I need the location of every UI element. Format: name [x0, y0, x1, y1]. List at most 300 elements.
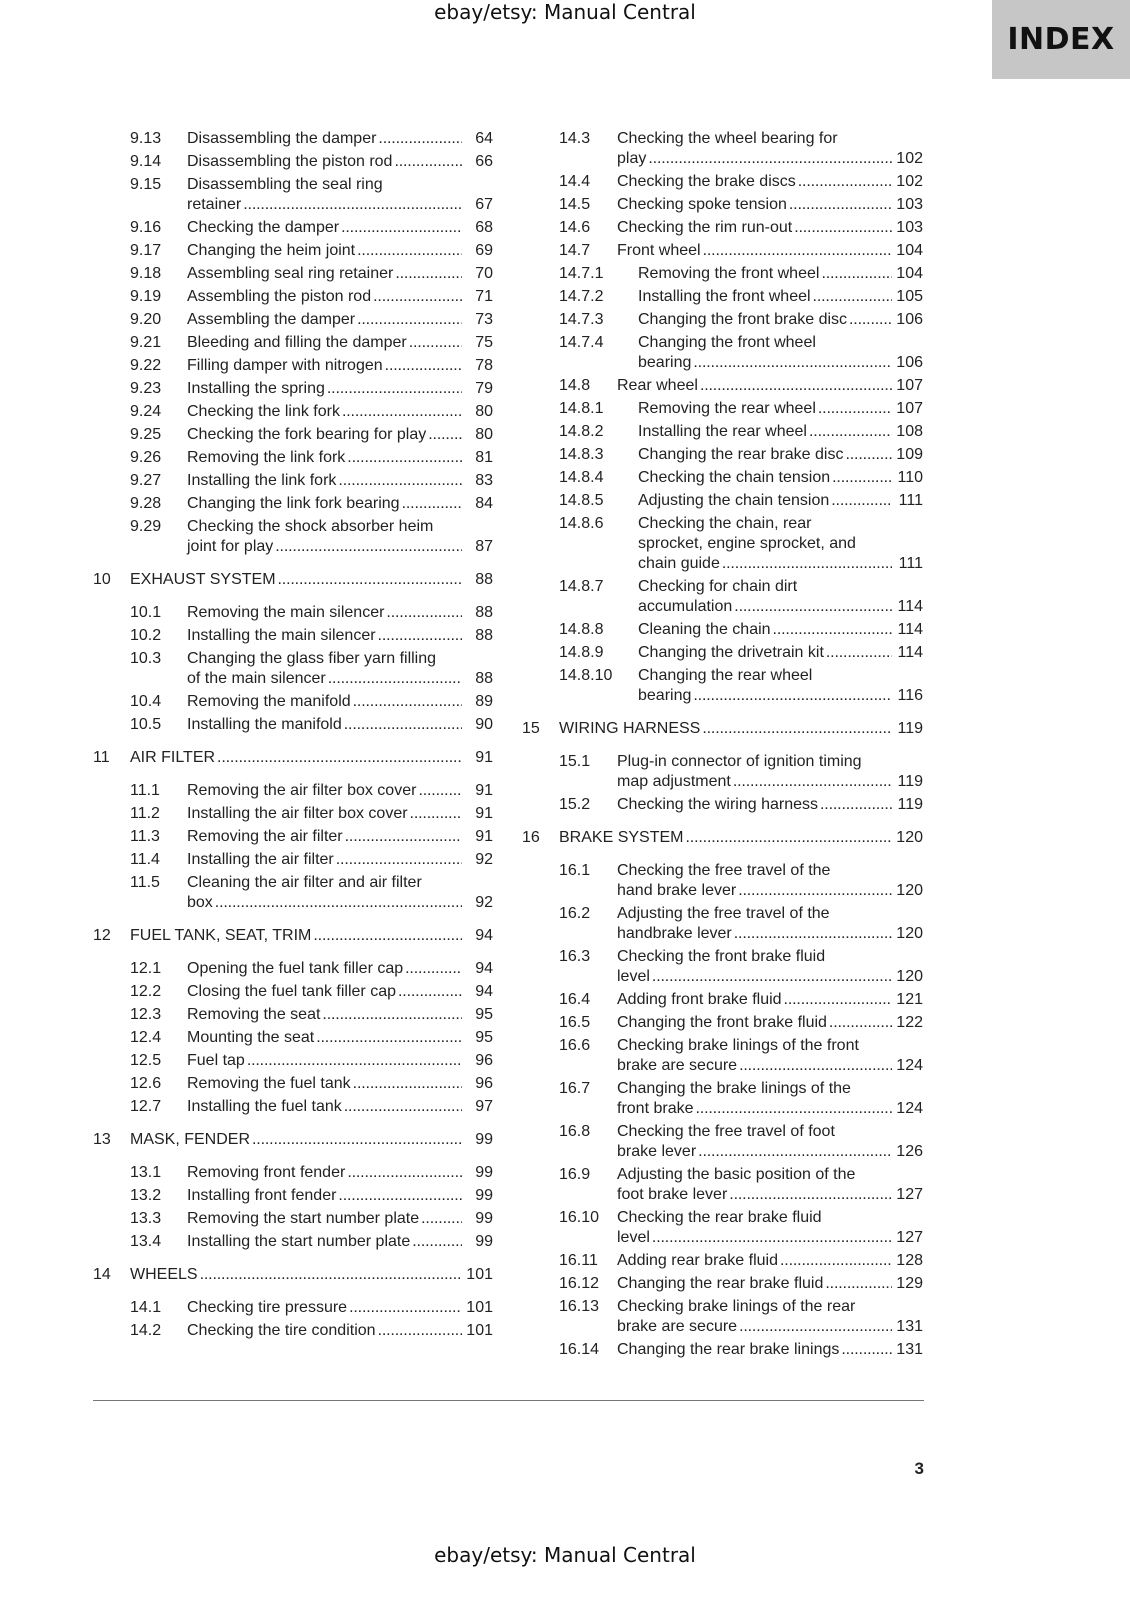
- dot-leader: [734, 596, 892, 618]
- toc-entry-title: Checking brake linings of the front: [617, 1037, 859, 1054]
- toc-entry-number: 11: [93, 749, 110, 766]
- toc-entry-page: 79: [475, 380, 493, 397]
- toc-entry-title: play: [617, 150, 647, 167]
- toc-entry-title: Installing the spring: [187, 380, 325, 397]
- toc-entry-title: Checking the shock absorber heim: [187, 518, 434, 535]
- toc-entry-continuation[interactable]: [0, 1316, 1130, 1338]
- toc-entry-title: Checking the wheel bearing for: [617, 130, 838, 147]
- toc-entry-number: 12.6: [130, 1075, 162, 1092]
- toc-entry-title: Assembling seal ring retainer: [187, 265, 394, 282]
- toc-entry-page: 81: [475, 449, 493, 466]
- toc-entry-title: Installing the manifold: [187, 716, 342, 733]
- dot-leader: [648, 148, 892, 170]
- toc-entry-page: 127: [896, 1229, 923, 1246]
- toc-entry-title: Removing the link fork: [187, 449, 346, 466]
- toc-entry-page: 83: [475, 472, 493, 489]
- toc-entry-title: brake are secure: [617, 1057, 738, 1074]
- toc-entry-number: 16.8: [559, 1123, 591, 1140]
- toc-entry-number: 14.8.7: [559, 578, 604, 595]
- toc-entry-number: 13.1: [130, 1164, 162, 1181]
- toc-entry-number: 9.22: [130, 357, 162, 374]
- toc-entry-number: 14.7.2: [559, 288, 604, 305]
- toc-entry[interactable]: [0, 128, 1130, 150]
- toc-entry-number: 16.12: [559, 1275, 600, 1292]
- toc-entry-title: Plug-in connector of ignition timing: [617, 753, 862, 770]
- toc-entry-number: 16.4: [559, 991, 591, 1008]
- toc-entry-title: map adjustment: [617, 773, 731, 790]
- toc-entry-title: foot brake lever: [617, 1186, 728, 1203]
- toc-entry-title: Checking the tire condition: [187, 1322, 376, 1339]
- dot-leader: [738, 880, 892, 902]
- dot-leader: [733, 771, 892, 793]
- toc-entry-page: 78: [475, 357, 493, 374]
- dot-leader: [820, 794, 892, 816]
- toc-entry-title: Installing the fuel tank: [187, 1098, 342, 1115]
- toc-entry[interactable]: [0, 217, 1130, 239]
- toc-entry-title: Installing the link fork: [187, 472, 337, 489]
- toc-entry[interactable]: [0, 903, 1130, 925]
- toc-entry-page: 101: [466, 1266, 493, 1283]
- toc-entry[interactable]: [0, 751, 1130, 773]
- toc-entry[interactable]: [0, 665, 1130, 687]
- toc-entry-page: 91: [475, 828, 493, 845]
- toc-entry-page: 66: [475, 153, 493, 170]
- toc-entry-title: Removing the fuel tank: [187, 1075, 351, 1092]
- toc-entry-title: Removing the air filter box cover: [187, 782, 417, 799]
- toc-entry-title: Changing the front wheel: [638, 334, 816, 351]
- toc-entry-continuation[interactable]: [0, 553, 1130, 575]
- toc-entry-number: 10.3: [130, 650, 162, 667]
- toc-entry-number: 16.6: [559, 1037, 591, 1054]
- dot-leader: [685, 827, 892, 849]
- toc-entry-page: 68: [475, 219, 493, 236]
- toc-entry-number: 15: [522, 720, 540, 737]
- toc-entry-title: Rear wheel: [617, 377, 698, 394]
- dot-leader: [652, 1227, 892, 1249]
- toc-entry-number: 16: [522, 829, 540, 846]
- toc-entry-title: Removing the front wheel: [638, 265, 820, 282]
- toc-entry-number: 14.7.3: [559, 311, 604, 328]
- toc-entry-number: 16.11: [559, 1252, 598, 1269]
- toc-entry-number: 12: [93, 927, 111, 944]
- toc-entry-page: 91: [475, 805, 493, 822]
- toc-entry-page: 119: [897, 720, 923, 737]
- dot-leader: [809, 421, 892, 443]
- toc-entry-number: 14.4: [559, 173, 591, 190]
- toc-entry-page: 96: [475, 1052, 493, 1069]
- toc-entry-number: 9.27: [130, 472, 162, 489]
- toc-entry-page: 92: [475, 894, 493, 911]
- toc-entry-title: Changing the front brake fluid: [617, 1014, 827, 1031]
- dot-leader: [841, 1339, 892, 1361]
- toc-entry-page: 129: [896, 1275, 923, 1292]
- toc-entry[interactable]: [0, 513, 1130, 535]
- toc-entry-title: Removing the air filter: [187, 828, 343, 845]
- toc-entry-number: 9.29: [130, 518, 162, 535]
- toc-entry-number: 10.5: [130, 716, 162, 733]
- toc-entry-continuation[interactable]: [0, 533, 1130, 555]
- toc-entry[interactable]: [0, 240, 1130, 262]
- toc-entry-title: Installing the air filter box cover: [187, 805, 408, 822]
- toc-entry-number: 14.8.10: [559, 667, 613, 684]
- toc-entry-number: 9.15: [130, 176, 162, 193]
- toc-entry-title: Changing the drivetrain kit: [638, 644, 824, 661]
- toc-entry-page: 99: [475, 1233, 493, 1250]
- toc-entry[interactable]: [0, 467, 1130, 489]
- toc-entry-number: 15.1: [559, 753, 591, 770]
- dot-leader: [826, 642, 892, 664]
- toc-entry-number: 12.3: [130, 1006, 162, 1023]
- toc-entry-title: front brake: [617, 1100, 694, 1117]
- toc-entry-title: Changing the rear brake linings: [617, 1341, 840, 1358]
- toc-entry-page: 131: [896, 1318, 923, 1335]
- toc-entry-title: Installing the front wheel: [638, 288, 811, 305]
- toc-entry[interactable]: [0, 989, 1130, 1011]
- toc-entry-number: 9.24: [130, 403, 162, 420]
- dot-leader: [693, 352, 892, 374]
- toc-entry[interactable]: [0, 263, 1130, 285]
- toc-entry[interactable]: [0, 444, 1130, 466]
- footer-divider: [93, 1400, 924, 1401]
- toc-entry-number: 9.21: [130, 334, 162, 351]
- toc-entry-continuation[interactable]: [0, 1055, 1130, 1077]
- toc-entry-number: 16.14: [559, 1341, 600, 1358]
- toc-entry-number: 9.16: [130, 219, 162, 236]
- toc-entry-number: 9.20: [130, 311, 162, 328]
- toc-entry-title: Removing the seat: [187, 1006, 321, 1023]
- toc-entry-number: 14.8.1: [559, 400, 604, 417]
- toc-entry-title: Checking the wiring harness: [617, 796, 818, 813]
- toc-entry-page: 89: [475, 693, 493, 710]
- toc-entry-title: of the main silencer: [187, 670, 326, 687]
- toc-entry-number: 9.25: [130, 426, 162, 443]
- toc-entry-title: AIR FILTER: [130, 749, 216, 766]
- toc-entry-number: 10.2: [130, 627, 162, 644]
- toc-entry-number: 16.3: [559, 948, 591, 965]
- toc-entry-number: 13: [93, 1131, 111, 1148]
- toc-entry-title: Installing the start number plate: [187, 1233, 411, 1250]
- toc-entry[interactable]: [0, 490, 1130, 512]
- dot-leader: [700, 375, 892, 397]
- toc-entry-page: 94: [475, 983, 493, 1000]
- toc-entry-page: 97: [475, 1098, 493, 1115]
- dot-leader: [734, 923, 892, 945]
- toc-entry-page: 102: [896, 150, 923, 167]
- toc-entry-continuation[interactable]: [0, 685, 1130, 707]
- toc-entry-title: Removing the manifold: [187, 693, 351, 710]
- toc-entry-page: 119: [897, 773, 923, 790]
- toc-entry-title: Front wheel: [617, 242, 701, 259]
- toc-entry-number: 14.8.9: [559, 644, 604, 661]
- toc-entry-title: WHEELS: [130, 1266, 198, 1283]
- toc-entry-title: Changing the front brake disc: [638, 311, 848, 328]
- toc-entry-number: 9.19: [130, 288, 162, 305]
- toc-entry-page: 70: [475, 265, 493, 282]
- toc-entry-title: Checking the rear brake fluid: [617, 1209, 822, 1226]
- toc-entry-continuation[interactable]: [0, 1141, 1130, 1163]
- toc-entry-page: 99: [475, 1164, 493, 1181]
- toc-entry-title: Installing the air filter: [187, 851, 334, 868]
- toc-entry-number: 10.1: [130, 604, 162, 621]
- dot-leader: [702, 718, 892, 740]
- toc-entry-page: 71: [475, 288, 493, 305]
- toc-entry-title: box: [187, 894, 213, 911]
- toc-entry-page: 120: [896, 925, 923, 942]
- toc-entry-page: 88: [475, 604, 493, 621]
- toc-entry-number: 14.8.3: [559, 446, 604, 463]
- toc-entry-number: 9.13: [130, 130, 162, 147]
- toc-entry[interactable]: [0, 375, 1130, 397]
- toc-entry-title: Checking the chain, rear: [638, 515, 812, 532]
- toc-entry-title: Filling damper with nitrogen: [187, 357, 383, 374]
- toc-entry-continuation[interactable]: [0, 148, 1130, 170]
- toc-entry-continuation[interactable]: [0, 596, 1130, 618]
- toc-entry-page: 103: [896, 196, 923, 213]
- toc-entry-title: level: [617, 968, 650, 985]
- toc-entry-title: Adjusting the chain tension: [638, 492, 830, 509]
- toc-entry[interactable]: [0, 1121, 1130, 1143]
- toc-entry-title: Checking tire pressure: [187, 1299, 348, 1316]
- toc-entry-title: level: [617, 1229, 650, 1246]
- toc-entry-number: 14.7: [559, 242, 591, 259]
- toc-entry[interactable]: [0, 286, 1130, 308]
- toc-entry-title: sprocket, engine sprocket, and: [638, 535, 856, 552]
- toc-entry-title: Installing front fender: [187, 1187, 337, 1204]
- toc-entry-number: 14.8.4: [559, 469, 604, 486]
- toc-entry-page: 120: [896, 882, 923, 899]
- toc-entry-title: Checking for chain dirt: [638, 578, 798, 595]
- toc-entry[interactable]: [0, 860, 1130, 882]
- toc-entry-number: 14: [93, 1266, 111, 1283]
- watermark-top: ebay/etsy: Manual Central: [434, 0, 696, 24]
- toc-entry[interactable]: [0, 194, 1130, 216]
- toc-entry-continuation[interactable]: [0, 352, 1130, 374]
- toc-entry-title: Checking the fork bearing for play: [187, 426, 427, 443]
- toc-entry-continuation[interactable]: [0, 771, 1130, 793]
- toc-entry-continuation[interactable]: [0, 1184, 1130, 1206]
- toc-entry-page: 120: [896, 968, 923, 985]
- toc-entry-page: 108: [896, 423, 923, 440]
- toc-entry-number: 12.1: [130, 960, 162, 977]
- toc-entry-number: 10.4: [130, 693, 162, 710]
- toc-entry-title: hand brake lever: [617, 882, 737, 899]
- toc-entry[interactable]: [0, 1012, 1130, 1034]
- toc-entry-number: 11.3: [130, 828, 160, 845]
- dot-leader: [845, 444, 892, 466]
- toc-entry-number: 16.5: [559, 1014, 591, 1031]
- toc-entry-continuation[interactable]: [0, 966, 1130, 988]
- toc-entry-title: Assembling the piston rod: [187, 288, 372, 305]
- toc-entry-page: 101: [466, 1322, 493, 1339]
- toc-entry-number: 14.5: [559, 196, 591, 213]
- toc-entry-title: Fuel tap: [187, 1052, 245, 1069]
- toc-entry-page: 126: [896, 1143, 923, 1160]
- toc-entry-number: 16.10: [559, 1209, 600, 1226]
- dot-leader: [739, 1316, 892, 1338]
- dot-leader: [695, 1098, 892, 1120]
- toc-entry[interactable]: [0, 1296, 1130, 1318]
- toc-entry-title: FUEL TANK, SEAT, TRIM: [130, 927, 312, 944]
- toc-entry-page: 109: [896, 446, 923, 463]
- toc-entry[interactable]: [0, 619, 1130, 641]
- dot-leader: [832, 467, 892, 489]
- toc-entry-page: 75: [475, 334, 493, 351]
- toc-entry-title: Removing front fender: [187, 1164, 346, 1181]
- toc-entry-number: 13.2: [130, 1187, 162, 1204]
- toc-entry[interactable]: [0, 1078, 1130, 1100]
- watermark-bottom: ebay/etsy: Manual Central: [434, 1543, 696, 1567]
- toc-entry-number: 13.4: [130, 1233, 162, 1250]
- toc-entry-title: Cleaning the chain: [638, 621, 771, 638]
- toc-entry-page: 91: [475, 749, 493, 766]
- toc-entry[interactable]: [0, 827, 1130, 849]
- toc-entry-title: Installing the main silencer: [187, 627, 376, 644]
- toc-entry-page: 111: [898, 555, 923, 572]
- toc-entry[interactable]: [0, 398, 1130, 420]
- toc-entry[interactable]: [0, 332, 1130, 354]
- toc-entry[interactable]: [0, 1250, 1130, 1272]
- toc-entry-title: Installing the rear wheel: [638, 423, 807, 440]
- toc-entry-title: Assembling the damper: [187, 311, 356, 328]
- toc-entry-page: 69: [475, 242, 493, 259]
- toc-entry-number: 9.17: [130, 242, 162, 259]
- toc-entry[interactable]: [0, 1035, 1130, 1057]
- toc-entry-title: Disassembling the piston rod: [187, 153, 393, 170]
- toc-entry-page: 104: [896, 265, 923, 282]
- toc-entry-title: Cleaning the air filter and air filter: [187, 874, 422, 891]
- toc-entry-page: 127: [896, 1186, 923, 1203]
- toc-entry-page: 119: [897, 796, 923, 813]
- dot-leader: [698, 1141, 892, 1163]
- toc-entry-page: 73: [475, 311, 493, 328]
- toc-entry-number: 14.8.2: [559, 423, 604, 440]
- toc-entry-title: Checking the free travel of the: [617, 862, 831, 879]
- dot-leader: [825, 1273, 892, 1295]
- toc-entry-page: 114: [897, 598, 923, 615]
- toc-entry-title: Disassembling the seal ring: [187, 176, 383, 193]
- toc-entry-page: 88: [475, 627, 493, 644]
- toc-entry[interactable]: [0, 946, 1130, 968]
- toc-entry-title: Checking the chain tension: [638, 469, 831, 486]
- toc-entry-page: 67: [475, 196, 493, 213]
- toc-entry-page: 90: [475, 716, 493, 733]
- dot-leader: [739, 1055, 892, 1077]
- toc-entry-number: 11.1: [130, 782, 160, 799]
- toc-entry-page: 92: [475, 851, 493, 868]
- toc-entry-title: Changing the rear brake disc: [638, 446, 844, 463]
- toc-entry-title: Changing the glass fiber yarn filling: [187, 650, 437, 667]
- toc-entry-page: 96: [475, 1075, 493, 1092]
- toc-entry-number: 11.2: [130, 805, 160, 822]
- toc-entry-number: 13.3: [130, 1210, 162, 1227]
- toc-entry-title: EXHAUST SYSTEM: [130, 571, 276, 588]
- toc-entry-number: 14.7.4: [559, 334, 604, 351]
- toc-entry-page: 87: [475, 538, 493, 555]
- toc-entry-title: Checking the damper: [187, 219, 340, 236]
- toc-entry-title: Checking brake linings of the rear: [617, 1298, 856, 1315]
- toc-entry-page: 120: [896, 829, 923, 846]
- toc-entry-page: 105: [896, 288, 923, 305]
- toc-entry[interactable]: [0, 1164, 1130, 1186]
- toc-entry-number: 16.9: [559, 1166, 591, 1183]
- toc-entry-title: accumulation: [638, 598, 733, 615]
- toc-entry-number: 9.23: [130, 380, 162, 397]
- toc-entry[interactable]: [0, 1339, 1130, 1361]
- toc-entry-page: 88: [475, 571, 493, 588]
- toc-entry-page: 122: [896, 1014, 923, 1031]
- toc-entry-title: joint for play: [187, 538, 274, 555]
- dot-leader: [780, 1250, 892, 1272]
- toc-entry-number: 16.1: [559, 862, 591, 879]
- toc-entry-page: 88: [475, 670, 493, 687]
- toc-entry-page: 95: [475, 1029, 493, 1046]
- toc-entry-number: 15.2: [559, 796, 591, 813]
- toc-entry-page: 107: [896, 377, 923, 394]
- toc-entry[interactable]: [0, 1207, 1130, 1229]
- toc-entry[interactable]: [0, 309, 1130, 331]
- toc-entry-title: Removing the start number plate: [187, 1210, 420, 1227]
- toc-entry-number: 14.2: [130, 1322, 162, 1339]
- toc-entry-page: 80: [475, 403, 493, 420]
- toc-entry-number: 14.8.5: [559, 492, 604, 509]
- dot-leader: [789, 194, 892, 216]
- toc-entry-title: Changing the link fork bearing: [187, 495, 400, 512]
- toc-entry[interactable]: [0, 642, 1130, 664]
- toc-entry-page: 104: [896, 242, 923, 259]
- toc-entry-continuation[interactable]: [0, 880, 1130, 902]
- toc-entry-page: 110: [897, 469, 923, 486]
- toc-entry-continuation[interactable]: [0, 923, 1130, 945]
- toc-entry-title: brake are secure: [617, 1318, 738, 1335]
- toc-entry[interactable]: [0, 794, 1130, 816]
- toc-entry-number: 14.8.6: [559, 515, 604, 532]
- toc-entry-title: Opening the fuel tank filler cap: [187, 960, 404, 977]
- toc-entry[interactable]: [0, 1273, 1130, 1295]
- dot-leader: [798, 171, 892, 193]
- dot-leader: [829, 1012, 892, 1034]
- toc-entry-page: 91: [475, 782, 493, 799]
- toc-entry[interactable]: [0, 718, 1130, 740]
- toc-entry-title: Changing the brake linings of the: [617, 1080, 851, 1097]
- toc-entry[interactable]: [0, 576, 1130, 598]
- toc-entry-number: 14.6: [559, 219, 591, 236]
- toc-entry-title: Mounting the seat: [187, 1029, 315, 1046]
- toc-entry-title: Checking the rim run-out: [617, 219, 793, 236]
- toc-entry[interactable]: [0, 421, 1130, 443]
- toc-entry-title: brake lever: [617, 1143, 697, 1160]
- toc-entry-title: MASK, FENDER: [130, 1131, 251, 1148]
- toc-entry-page: 94: [475, 927, 493, 944]
- toc-entry-title: Bleeding and filling the damper: [187, 334, 407, 351]
- toc-entry-number: 9.18: [130, 265, 162, 282]
- toc-entry-page: 99: [475, 1131, 493, 1148]
- toc-entry-title: chain guide: [638, 555, 720, 572]
- toc-entry-continuation[interactable]: [0, 1098, 1130, 1120]
- toc-entry-title: Changing the rear wheel: [638, 667, 813, 684]
- toc-entry-title: Disassembling the damper: [187, 130, 377, 147]
- toc-entry-title: WIRING HARNESS: [559, 720, 701, 737]
- toc-entry-page: 99: [475, 1210, 493, 1227]
- toc-entry[interactable]: [0, 171, 1130, 193]
- toc-entry-page: 84: [475, 495, 493, 512]
- toc-entry-continuation[interactable]: [0, 1227, 1130, 1249]
- toc-entry-title: Adding rear brake fluid: [617, 1252, 778, 1269]
- index-tab: INDEX: [992, 0, 1130, 79]
- toc-entry-page: 111: [898, 492, 923, 509]
- toc-entry-title: Checking the free travel of foot: [617, 1123, 835, 1140]
- toc-entry-page: 114: [897, 621, 923, 638]
- toc-entry-page: 64: [475, 130, 493, 147]
